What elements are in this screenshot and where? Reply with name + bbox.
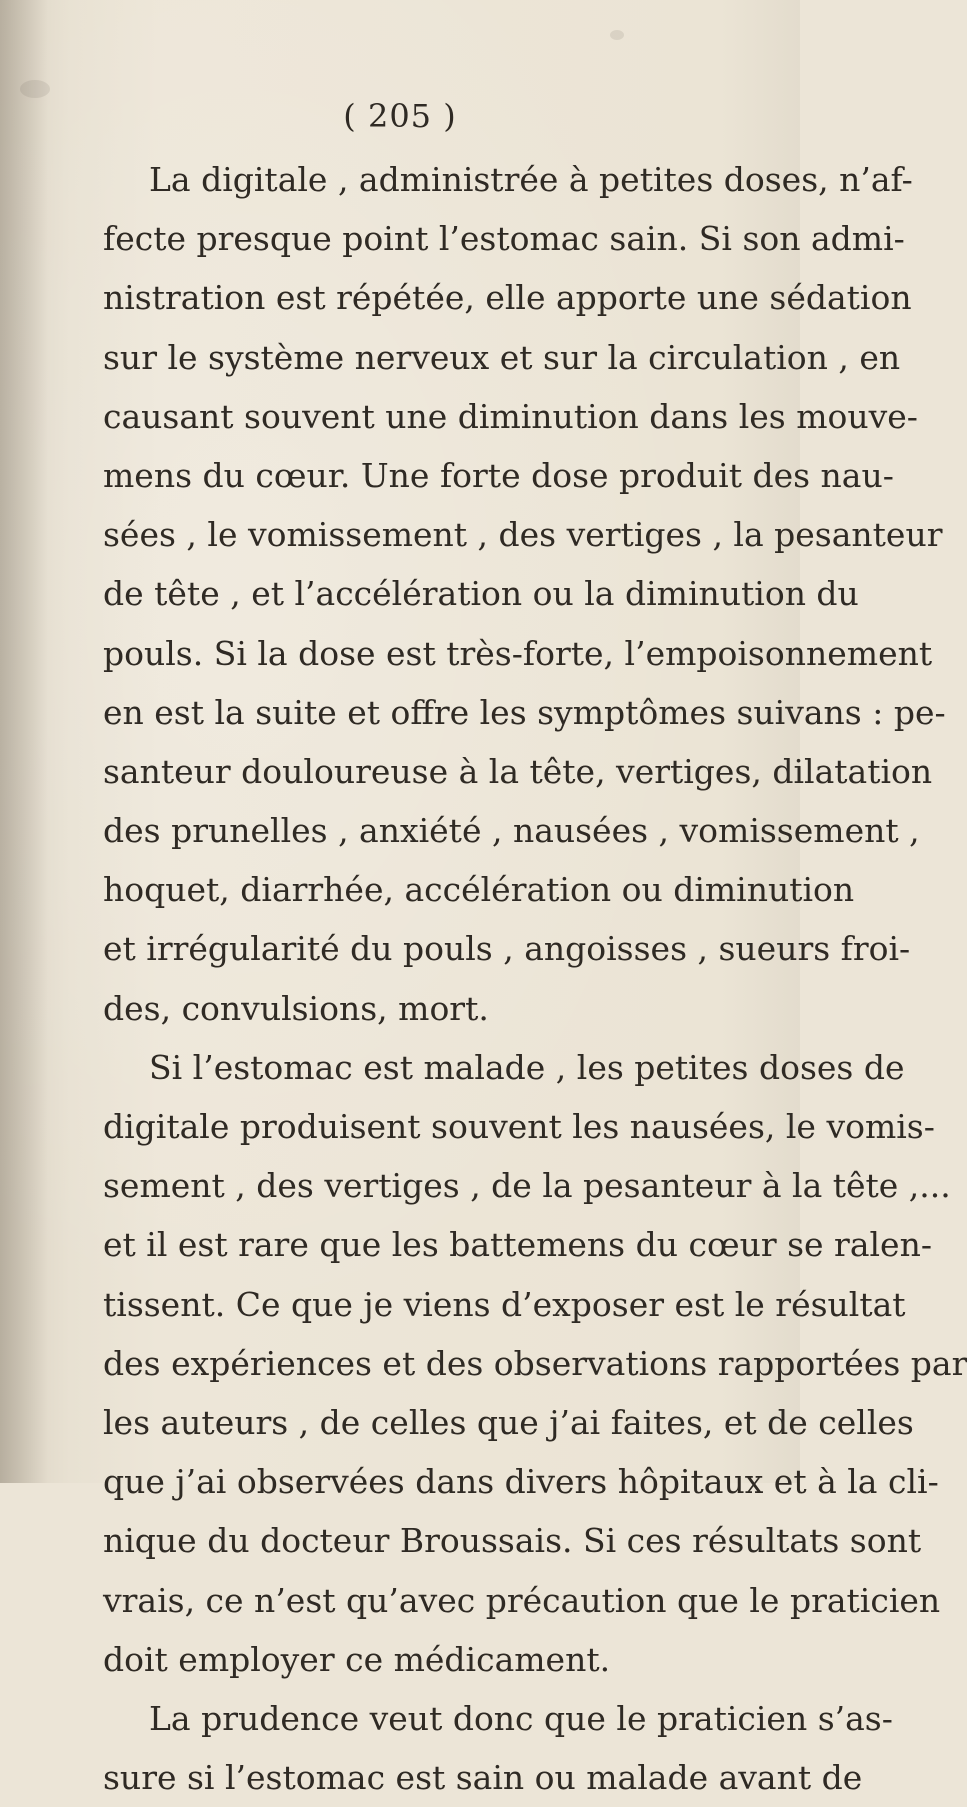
text-line: doit employer ce médicament.	[103, 1639, 611, 1679]
page-number: ( 205 )	[343, 97, 457, 135]
text-line: Si l’estomac est malade , les petites doses de	[149, 1047, 905, 1087]
text-line: que j’ai observées dans divers hôpitaux et à la cli-	[103, 1462, 939, 1502]
text-line: pouls. Si la dose est très-forte, l’empoisonnement	[103, 633, 933, 673]
text-line: sement , des vertiges , de la pesanteur à la tête ,...	[103, 1166, 951, 1206]
text-line: sure si l’estomac est sain ou malade avant de	[103, 1758, 863, 1798]
text-line: les auteurs , de celles que j’ai faites, et de celles	[103, 1402, 914, 1442]
text-line: tissent. Ce que je viens d’exposer est le résultat	[103, 1284, 906, 1324]
text-line: sur le système nerveux et sur la circulation , en	[103, 337, 901, 377]
text-line: des expériences et des observations rapportées par	[103, 1343, 967, 1383]
text-line: La digitale , administrée à petites doses, n’af-	[149, 160, 913, 199]
text-line: fecte presque point l’estomac sain. Si son admi-	[103, 219, 905, 259]
paper-stain	[610, 30, 624, 40]
text-line: digitale produisent souvent les nausées, le vomis-	[103, 1107, 935, 1146]
page-binding-shadow	[0, 0, 48, 1483]
paper-stain	[20, 80, 50, 98]
text-line: et il est rare que les battemens du cœur se ralen-	[103, 1225, 932, 1265]
text-line: hoquet, diarrhée, accélération ou diminution	[103, 870, 855, 910]
text-line: mens du cœur. Une forte dose produit des nau-	[103, 455, 894, 495]
text-line: et irrégularité du pouls , angoisses , sueurs froi-	[103, 929, 911, 969]
text-line: santeur douloureuse à la tête, vertiges, dilatation	[103, 751, 933, 791]
text-line: des, convulsions, mort.	[103, 988, 489, 1028]
text-line: nistration est répétée, elle apporte une sédation	[103, 278, 912, 318]
text-line: sées , le vomissement , des vertiges , la pesanteur	[103, 515, 943, 555]
text-line: de tête , et l’accélération ou la diminution du	[103, 574, 859, 614]
text-line: vrais, ce n’est qu’avec précaution que le praticien	[103, 1580, 941, 1620]
text-line: La prudence veut donc que le praticien s’as-	[149, 1698, 893, 1738]
text-line: causant souvent une diminution dans les mouve-	[103, 396, 918, 436]
text-line: en est la suite et offre les symptômes suivans : pe-	[103, 692, 946, 732]
text-line: nique du docteur Broussais. Si ces résultats sont	[103, 1521, 922, 1561]
text-line: des prunelles , anxiété , nausées , vomissement ,	[103, 811, 920, 851]
body-text	[103, 150, 967, 1807]
